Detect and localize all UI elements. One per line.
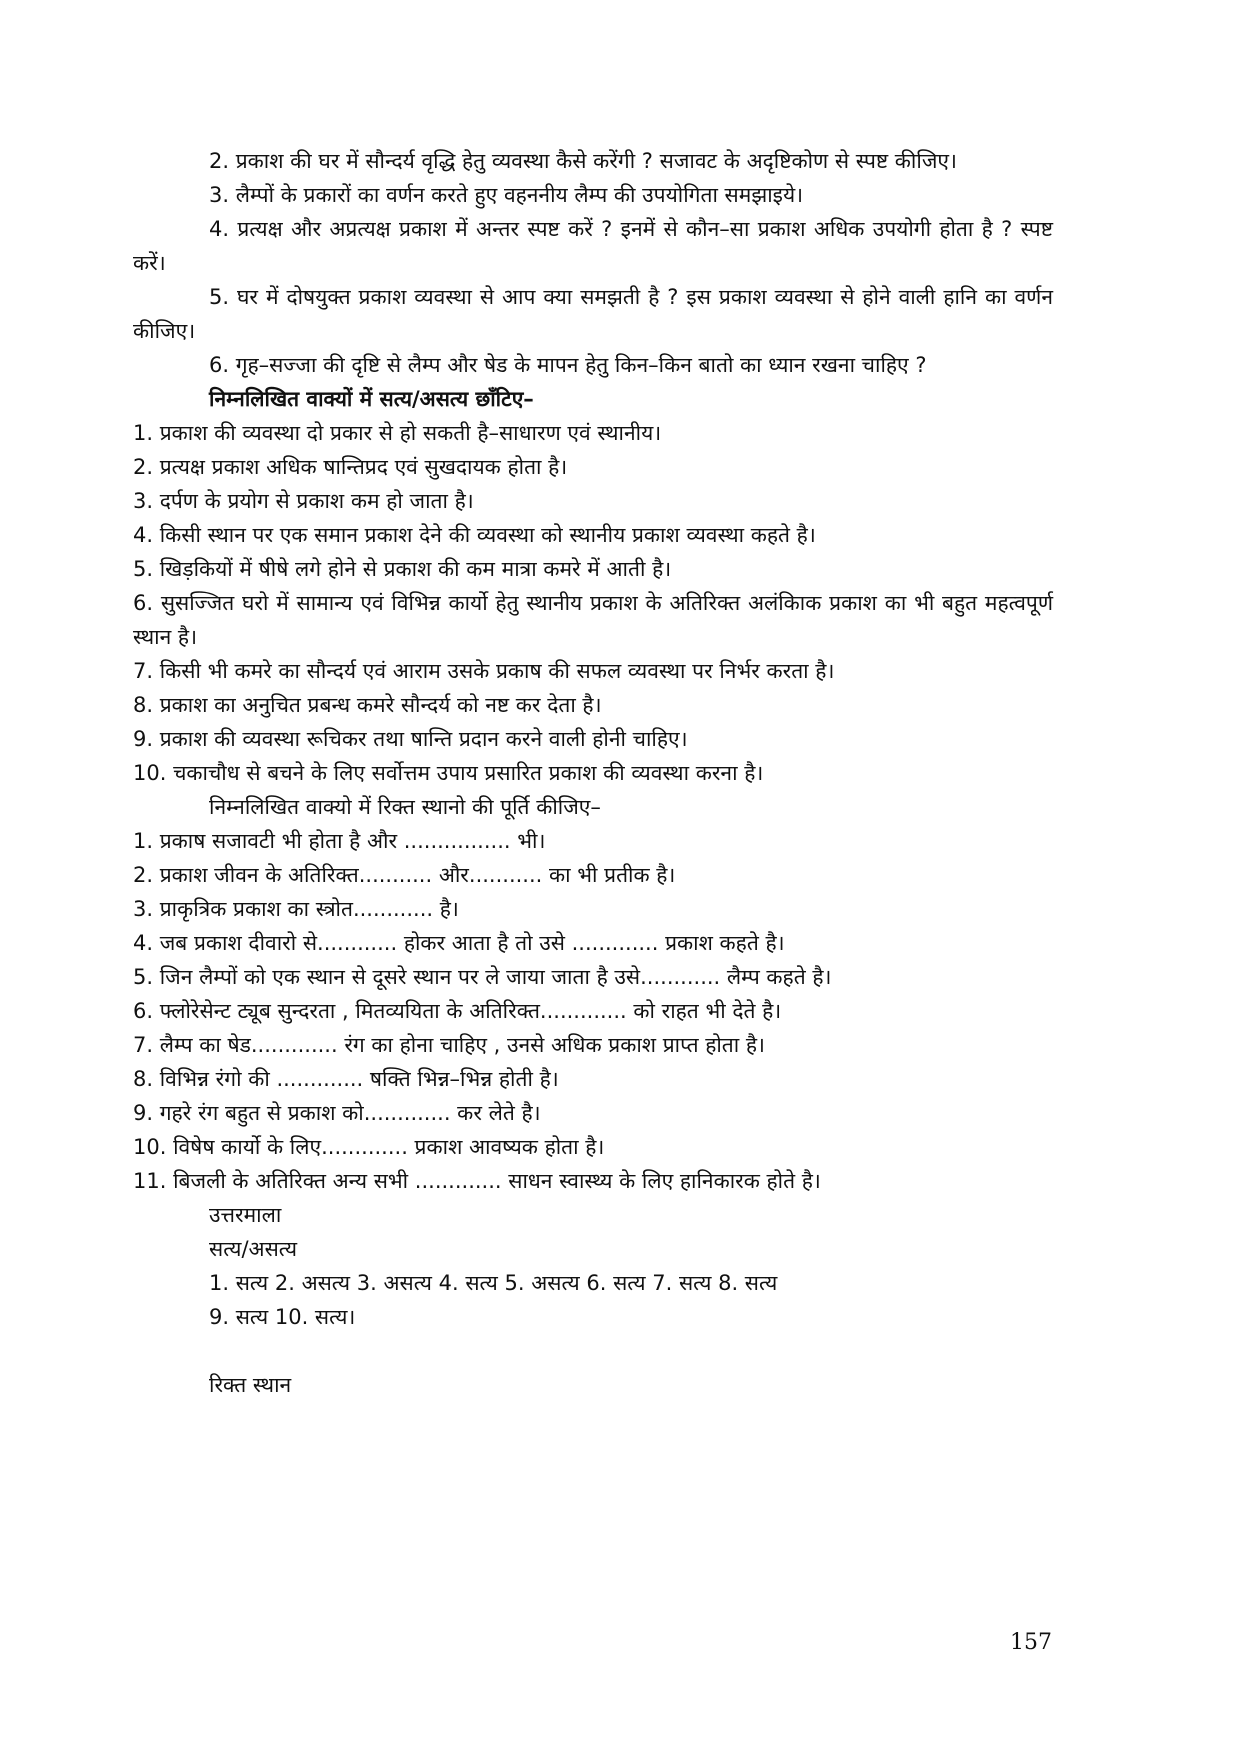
true-false-item: 6. सुसज्जित घरो में सामान्य एवं विभिन्न कार्यो हेतु स्थानीय प्रकाश के अतिरिक्त अलंकािक प्रकाश का भी बहुत महत्वपूर्ण स्थान है। [133, 591, 1053, 649]
true-false-item: 4. किसी स्थान पर एक समान प्रकाश देने की व्यवस्था को स्थानीय प्रकाश व्यवस्था कहते है। [133, 523, 816, 547]
fill-blank-item: 3. प्राकृत्रिक प्रकाश का स्त्रोत............ है। [133, 897, 459, 921]
true-false-item: 5. खिड़कियों में षीषे लगे होने से प्रकाश की कम मात्रा कमरे में आती है। [133, 557, 672, 581]
fill-blank-item: 11. बिजली के अतिरिक्त अन्य सभी ............. साधन स्वास्थ्य के लिए हानिकारक होते है। [133, 1169, 821, 1193]
fill-blanks-list [133, 824, 1053, 1198]
blanks-answer-heading: रिक्त स्थान [209, 1373, 292, 1397]
fill-blank-item: 4. जब प्रकाश दीवारो से............ होकर आता है तो उसे ............. प्रकाश कहते है। [133, 931, 785, 955]
fill-blank-item: 7. लैम्प का षेड............. रंग का होना चाहिए , उनसे अधिक प्रकाश प्राप्त होता है। [133, 1033, 766, 1057]
fill-blanks-heading: निम्नलिखित वाक्यो में रिक्त स्थानो की पूर्ति कीजिए– [209, 795, 601, 819]
true-false-item: 1. प्रकाश की व्यवस्था दो प्रकार से हो सकती है–साधारण एवं स्थानीय। [133, 421, 662, 445]
page-number: 157 [1010, 1630, 1052, 1655]
answer-key-line-2: 9. सत्य 10. सत्य। [209, 1305, 356, 1329]
fill-blank-item: 1. प्रकाष सजावटी भी होता है और ................ भी। [133, 829, 546, 853]
true-false-item: 3. दर्पण के प्रयोग से प्रकाश कम हो जाता है। [133, 489, 474, 513]
spacer [133, 1334, 1053, 1368]
document-page [133, 144, 1053, 1402]
question-5: 5. घर में दोषयुक्त प्रकाश व्यवस्था से आप क्या समझती है ? इस प्रकाश व्यवस्था से होने वाली हानि का वर्णन कीजिए। [133, 285, 1053, 343]
question-6: 6. गृह–सज्जा की दृष्टि से लैम्प और षेड के मापन हेतु किन–किन बातो का ध्यान रखना चाहिए ? [209, 353, 927, 377]
answer-key-line-1: 1. सत्य 2. असत्य 3. असत्य 4. सत्य 5. असत्य 6. सत्य 7. सत्य 8. सत्य [209, 1271, 778, 1295]
fill-blank-item: 8. विभिन्न रंगो की ............. षक्ति भिन्न–भिन्न होती है। [133, 1067, 559, 1091]
question-4: 4. प्रत्यक्ष और अप्रत्यक्ष प्रकाश में अन्तर स्पष्ट करें ? इनमें से कौन–सा प्रकाश अधिक उपयोगी होता है ? स्पष्ट करें। [133, 217, 1053, 275]
fill-blank-item: 9. गहरे रंग बहुत से प्रकाश को............. कर लेते है। [133, 1101, 541, 1125]
true-false-item: 10. चकाचौध से बचने के लिए सर्वोत्तम उपाय प्रसारित प्रकाश की व्यवस्था करना है। [133, 761, 764, 785]
answer-key [133, 1198, 1053, 1402]
true-false-item: 2. प्रत्यक्ष प्रकाश अधिक षान्तिप्रद एवं सुखदायक होता है। [133, 455, 568, 479]
question-2: 2. प्रकाश की घर में सौन्दर्य वृद्धि हेतु व्यवस्था कैसे करेंगी ? सजावट के अदृष्टिकोण से स्पष्ट कीजिए। [209, 149, 957, 173]
true-false-list [133, 416, 1053, 790]
true-false-heading: निम्नलिखित वाक्यों में सत्य/असत्य छाँटिए– [209, 387, 534, 411]
true-false-item: 9. प्रकाश की व्यवस्था रूचिकर तथा षान्ति प्रदान करने वाली होनी चाहिए। [133, 727, 688, 751]
question-3: 3. लैम्पों के प्रकारों का वर्णन करते हुए वहननीय लैम्प की उपयोगिता समझाइये। [209, 183, 804, 207]
answer-key-heading: उत्तरमाला [209, 1203, 282, 1227]
questions-section [133, 144, 1053, 382]
answer-key-subheading: सत्य/असत्य [209, 1237, 298, 1261]
fill-blank-item: 5. जिन लैम्पों को एक स्थान से दूसरे स्थान पर ले जाया जाता है उसे............ लैम्प कहते है। [133, 965, 832, 989]
true-false-item: 7. किसी भी कमरे का सौन्दर्य एवं आराम उसके प्रकाष की सफल व्यवस्था पर निर्भर करता है। [133, 659, 835, 683]
fill-blank-item: 10. विषेष कार्यो के लिए............. प्रकाश आवष्यक होता है। [133, 1135, 605, 1159]
fill-blank-item: 2. प्रकाश जीवन के अतिरिक्त........... और........... का भी प्रतीक है। [133, 863, 676, 887]
fill-blank-item: 6. फ्लोरेसेन्ट ट्यूब सुन्दरता , मितव्ययिता के अतिरिक्त............. को राहत भी देते है। [133, 999, 782, 1023]
true-false-item: 8. प्रकाश का अनुचित प्रबन्ध कमरे सौन्दर्य को नष्ट कर देता है। [133, 693, 602, 717]
